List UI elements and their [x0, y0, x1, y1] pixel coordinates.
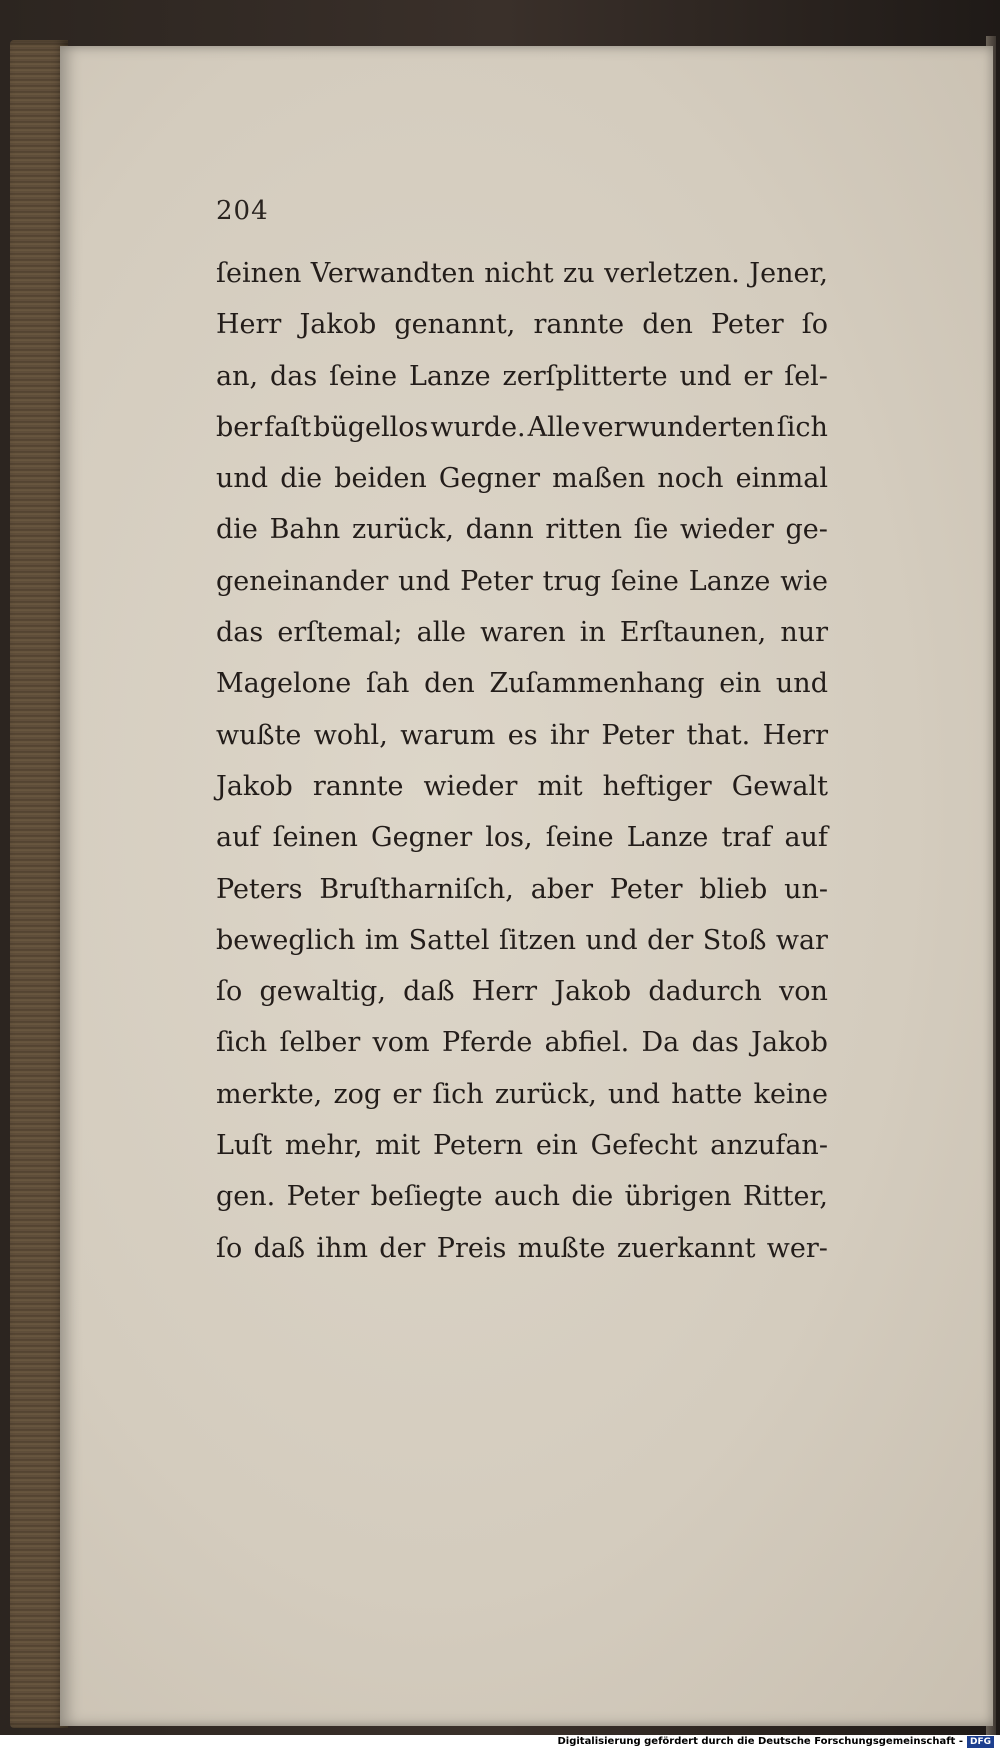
word: Jakob — [216, 770, 293, 802]
text-line — [216, 402, 828, 453]
word: ihr — [550, 719, 589, 751]
digitization-footer — [0, 1735, 1000, 1749]
word: ein — [535, 1130, 578, 1162]
word: Gewalt — [731, 770, 828, 802]
word: hatte — [671, 1078, 743, 1110]
word: alle — [416, 617, 466, 649]
word: zerſplitterte — [502, 360, 668, 392]
word: blieb — [699, 873, 768, 905]
word: heftiger — [602, 770, 712, 802]
word: wieder — [423, 770, 518, 802]
word: Da — [641, 1027, 680, 1059]
text-line — [216, 1069, 828, 1120]
word: wieder — [679, 514, 774, 546]
word: ſeinen — [216, 258, 302, 289]
text-line — [216, 299, 828, 350]
word: dadurch — [648, 976, 762, 1008]
word: wer- — [766, 1232, 828, 1264]
word: daß — [403, 976, 455, 1008]
body-text — [216, 248, 828, 1274]
word: Pferde — [441, 1027, 533, 1059]
word: an, — [216, 360, 259, 392]
word: Bruſtharniſch, — [319, 873, 514, 905]
word: Bahn — [269, 514, 341, 546]
word: wurde. — [430, 411, 526, 443]
text-line — [216, 966, 828, 1017]
word: einmal — [735, 463, 828, 495]
word: maßen — [552, 463, 646, 495]
word: genannt, — [394, 309, 516, 341]
word: Zuſammenhang — [489, 668, 705, 700]
word: warum — [400, 719, 496, 751]
word: wie — [780, 565, 828, 597]
word: in — [579, 617, 606, 649]
word: Magelone — [216, 668, 352, 700]
word: traf — [721, 822, 772, 854]
word: es — [507, 719, 538, 751]
footer-credit-text: Digitalisierung gefördert durch die Deutsche Forschungsgemeinschaft - — [557, 1736, 963, 1747]
text-line — [216, 351, 828, 402]
word: waren — [480, 617, 566, 649]
word: faſt — [264, 411, 312, 443]
word: anzufan- — [710, 1130, 828, 1162]
word: Verwandten — [310, 258, 475, 289]
word: dann — [465, 514, 534, 546]
word: den — [642, 309, 693, 341]
word: ſeine — [545, 822, 614, 854]
word: er — [392, 1078, 422, 1110]
word: ſitzen — [499, 924, 577, 956]
word: Peter — [460, 565, 533, 597]
word: zurück, — [494, 1078, 597, 1110]
word: ſelber — [279, 1027, 361, 1059]
word: aber — [530, 873, 594, 905]
word: mit — [537, 770, 583, 802]
text-line — [216, 658, 828, 709]
word: ſo — [216, 1232, 243, 1264]
word: auf — [216, 822, 260, 854]
word: auf — [784, 822, 828, 854]
word: den — [424, 668, 475, 700]
word: mehr, — [284, 1130, 363, 1162]
word: ſich — [432, 1078, 484, 1110]
word: gen. — [216, 1181, 276, 1213]
text-line — [216, 812, 828, 863]
word: ſeine — [329, 360, 398, 392]
word: geneinander — [216, 565, 389, 597]
word: los, — [485, 822, 533, 854]
word: die — [280, 463, 323, 495]
word: Herr — [471, 976, 538, 1008]
dfg-logo: DFG — [967, 1736, 994, 1748]
word: Jakob — [299, 309, 377, 341]
word: Peter — [609, 873, 683, 905]
text-line — [216, 915, 828, 966]
word: Jakob — [751, 1027, 828, 1059]
word: beweglich — [216, 924, 356, 956]
word: Alle — [527, 411, 581, 443]
text-line — [216, 1017, 828, 1068]
word: und — [216, 463, 269, 495]
word: erſtemal; — [277, 617, 403, 649]
word: un- — [784, 873, 828, 905]
word: Gegner — [438, 463, 541, 495]
word: Peter — [710, 309, 784, 341]
word: Gegner — [371, 822, 473, 854]
word: gewaltig, — [259, 976, 386, 1008]
word: mußte — [517, 1232, 606, 1264]
word: verwunderten — [582, 411, 775, 443]
word: trug — [542, 565, 602, 597]
word: bügellos — [313, 411, 429, 443]
word: auch — [493, 1181, 560, 1213]
word: die — [216, 514, 258, 546]
word: von — [779, 976, 828, 1008]
word: ein — [719, 668, 762, 700]
word: das — [269, 360, 318, 392]
word: ſel- — [784, 360, 828, 392]
word: ſich — [216, 1027, 268, 1059]
word: das — [691, 1027, 739, 1059]
word: mit — [375, 1130, 421, 1162]
text-line — [216, 1120, 828, 1171]
word: Herr — [762, 719, 828, 751]
word: Lanze — [688, 565, 771, 597]
word: beſiegte — [370, 1181, 483, 1213]
word: Lanze — [626, 822, 709, 854]
word: Preis — [436, 1232, 507, 1264]
word: ſo — [801, 309, 828, 341]
word: abfiel. — [544, 1027, 630, 1059]
word: Stoß — [702, 924, 767, 956]
word: noch — [657, 463, 724, 495]
word: war — [775, 924, 828, 956]
text-line — [216, 556, 828, 607]
word: und — [585, 924, 638, 956]
word: und — [398, 565, 451, 597]
word: zurück, — [351, 514, 454, 546]
word: zog — [333, 1078, 382, 1110]
word: that. — [686, 719, 751, 751]
word: merkte, — [216, 1078, 323, 1110]
word: die — [571, 1181, 614, 1213]
word: ge- — [785, 514, 828, 546]
word: wohl, — [313, 719, 388, 751]
word: der — [647, 924, 694, 956]
word: Petern — [433, 1130, 524, 1162]
word: Gefecht — [590, 1130, 698, 1162]
word: ſie — [633, 514, 669, 546]
word: nicht — [484, 258, 554, 289]
word: Erſtaunen, — [619, 617, 767, 649]
word: er — [743, 360, 773, 392]
word: Lanze — [408, 360, 491, 392]
text-line — [216, 864, 828, 915]
word: Peter — [601, 719, 675, 751]
word: und — [775, 668, 828, 700]
word: Luſt — [216, 1130, 273, 1162]
word: und — [679, 360, 732, 392]
word: rannte — [312, 770, 404, 802]
word: zuerkannt — [616, 1232, 756, 1264]
text-line — [216, 1223, 828, 1274]
word: übrigen — [624, 1181, 732, 1213]
word: ſeinen — [272, 822, 358, 854]
word: ſeine — [610, 565, 679, 597]
text-line — [216, 248, 828, 299]
word: Jakob — [554, 976, 632, 1008]
word: ritten — [545, 514, 623, 546]
word: nur — [780, 617, 828, 649]
text-line — [216, 453, 828, 504]
text-line — [216, 607, 828, 658]
word: und — [607, 1078, 661, 1110]
word: vom — [372, 1027, 430, 1059]
word: ſah — [365, 668, 410, 700]
word: wußte — [216, 719, 302, 751]
word: ber — [216, 411, 263, 443]
text-line — [216, 1171, 828, 1222]
text-line — [216, 504, 828, 555]
word: Jener, — [749, 258, 828, 289]
word: ſo — [216, 976, 243, 1008]
word: zu — [563, 258, 595, 289]
word: Herr — [216, 309, 282, 341]
word: ſich — [776, 411, 828, 443]
word: das — [216, 617, 264, 649]
word: daß — [253, 1232, 305, 1264]
word: keine — [753, 1078, 828, 1110]
word: der — [379, 1232, 426, 1264]
text-line — [216, 761, 828, 812]
word: Sattel — [408, 924, 490, 956]
word: ihm — [316, 1232, 368, 1264]
word: rannte — [533, 309, 625, 341]
word: Peter — [286, 1181, 360, 1213]
page-number: 204 — [216, 196, 269, 226]
word: Ritter, — [742, 1181, 828, 1213]
word: im — [364, 924, 400, 956]
word: Peters — [216, 873, 303, 905]
word: beiden — [334, 463, 427, 495]
word: verletzen. — [604, 258, 740, 289]
text-line — [216, 710, 828, 761]
